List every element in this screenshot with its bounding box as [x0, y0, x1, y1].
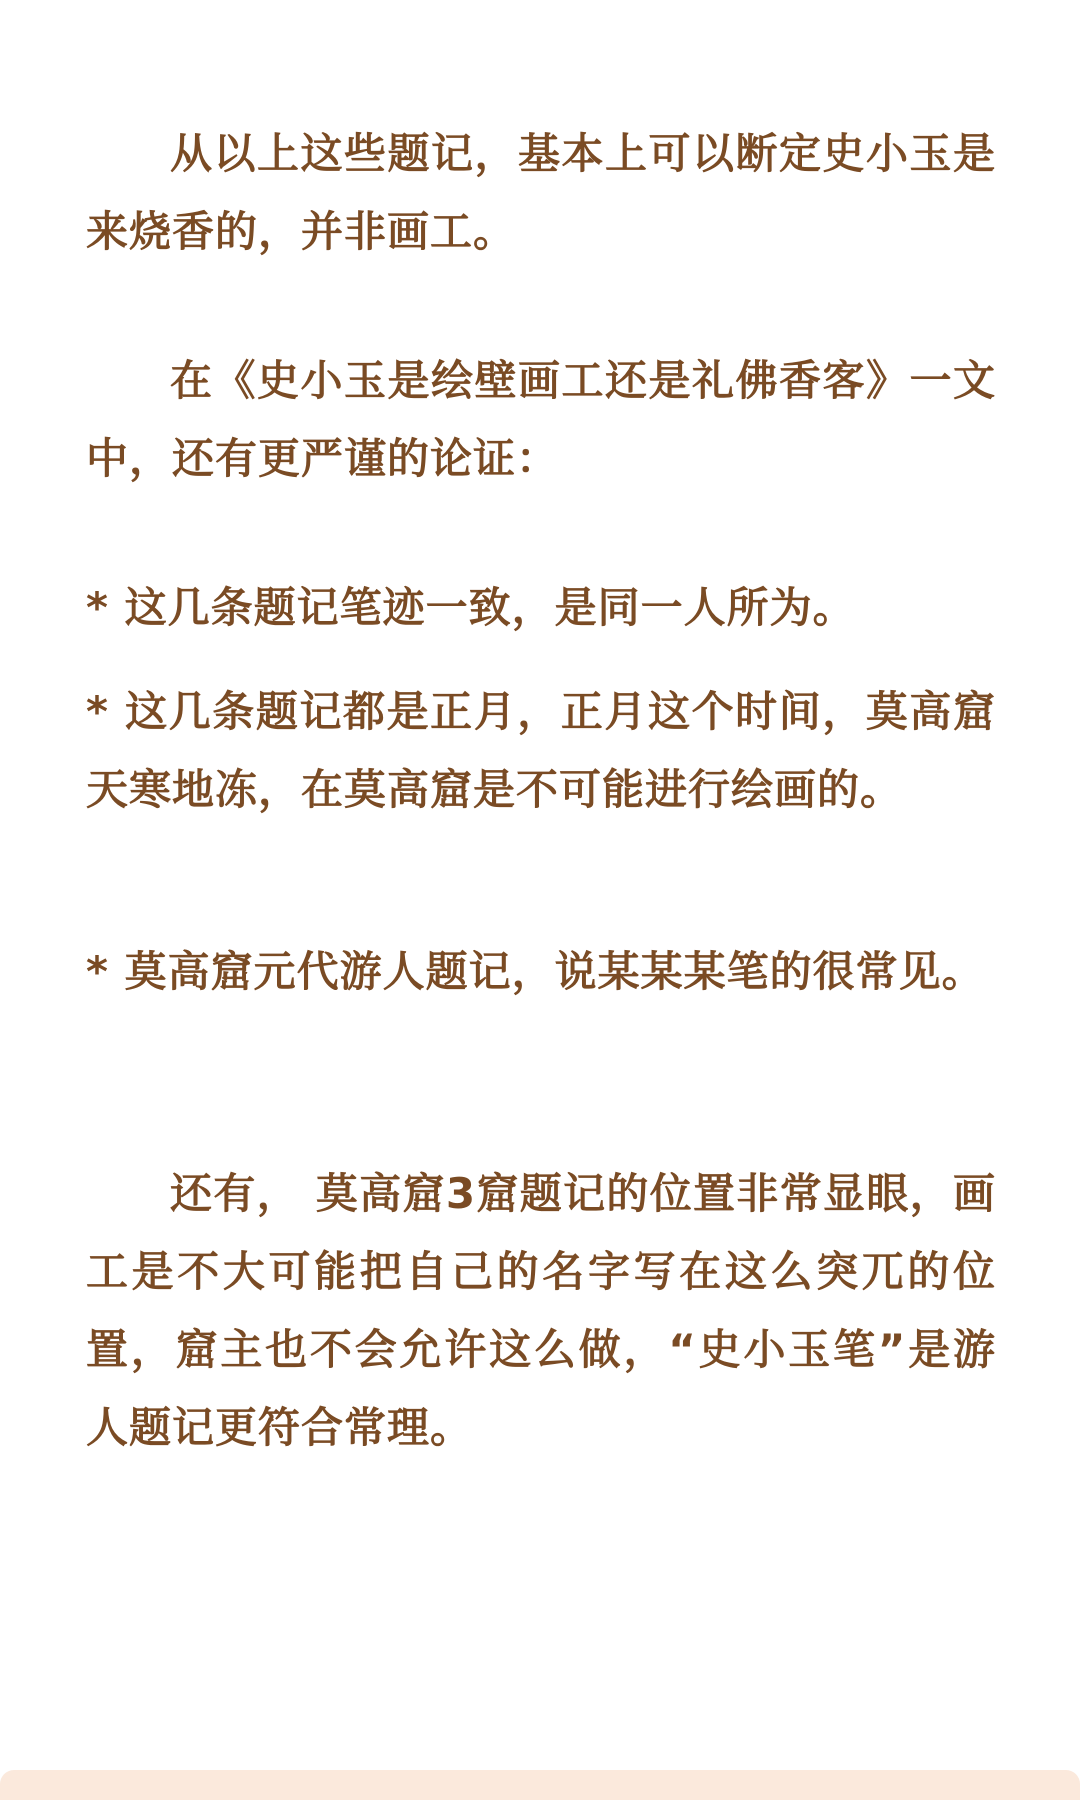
bullet-item-handwriting: * 这几条题记笔迹一致，是同一人所为。: [86, 583, 856, 632]
paragraph-position-argument: 还有， 莫高窟3窟题记的位置非常显眼，画工是不大可能把自己的名字写在这么突兀的位置，窟主也不会允许这么做，“史小玉笔”是游人题记更符合常理。: [86, 1169, 996, 1452]
paragraph-conclusion: 从以上这些题记，基本上可以断定史小玉是来烧香的，并非画工。: [86, 129, 996, 256]
bullet-item-first-month: * 这几条题记都是正月，正月这个时间，莫高窟天寒地冻，在莫高窟是不可能进行绘画的。: [86, 687, 996, 814]
paragraph-reference: 在《史小玉是绘壁画工还是礼佛香客》一文中，还有更严谨的论证：: [86, 356, 996, 483]
bullet-item-yuan-visitors: * 莫高窟元代游人题记，说某某某笔的很常见。: [86, 947, 985, 996]
footer-strip: [0, 1770, 1080, 1800]
